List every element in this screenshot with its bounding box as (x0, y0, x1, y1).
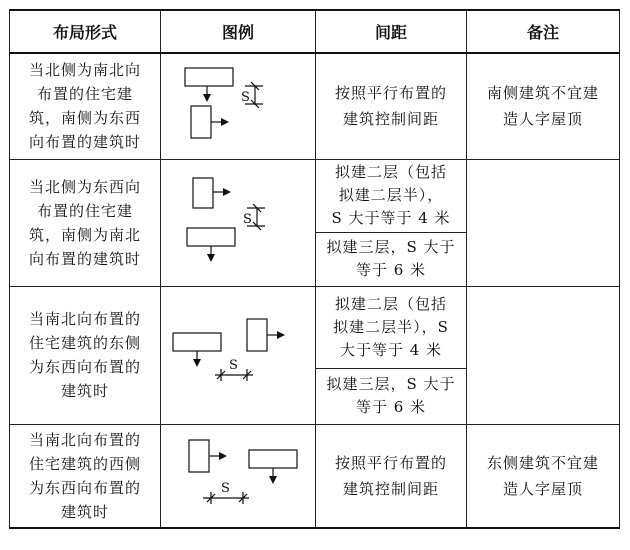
layout-line: 为东西向布置的 (28, 358, 141, 376)
arrowhead-icon (207, 254, 215, 262)
spacing-s-label: S (229, 358, 238, 373)
arrowhead-icon (223, 188, 231, 196)
layout-line: 向布置的建筑时 (28, 133, 141, 152)
spacing-line: 等于 6 米 (355, 398, 427, 416)
spacing-line: 建筑控制间距 (342, 110, 439, 129)
note-line: 南侧建筑不宜建 (486, 84, 599, 103)
note-line: 东侧建筑不宜建 (486, 453, 599, 472)
arrowhead-icon (221, 118, 229, 126)
spacing-line: 大于等于 4 米 (339, 340, 443, 359)
spacing-cell (316, 159, 467, 232)
note-cell (467, 53, 620, 159)
note-cell (467, 159, 620, 286)
layout-cell (10, 286, 161, 424)
spacing-s-label: S (243, 211, 252, 227)
spacing-s-label: S (241, 90, 250, 106)
spacing-line: 建筑控制间距 (342, 479, 439, 498)
layout-line: 筑，南侧为东西 (28, 109, 141, 128)
layout-line: 布置的住宅建 (36, 201, 133, 220)
table-row (10, 159, 620, 232)
layout-cell (10, 53, 161, 159)
ns-building-icon (191, 106, 211, 138)
note-line: 造人字屋顶 (502, 110, 583, 129)
layout-line: 为东西向布置的 (28, 478, 141, 497)
spacing-line: 拟建二层（包括 (334, 163, 447, 181)
diagram-cell (161, 53, 316, 159)
table-row (10, 286, 620, 368)
diagram-cell (161, 424, 316, 528)
spacing-cell (316, 424, 467, 528)
arrowhead-icon (277, 331, 285, 339)
layout-line: 住宅建筑的西侧 (28, 454, 141, 473)
spacing-cell (316, 368, 467, 424)
ew-building-icon (173, 333, 221, 351)
spacing-line: 拟建二层半）， (338, 186, 444, 204)
diagram-cell (161, 286, 316, 424)
table-row (10, 424, 620, 528)
header-note: 备注 (467, 10, 620, 53)
spacing-cell (316, 53, 467, 159)
layout-line: 向布置的建筑时 (28, 249, 141, 268)
layout-spacing-table-container (9, 9, 620, 529)
layout-line: 建筑时 (60, 382, 109, 400)
layout-line: 布置的住宅建 (36, 85, 133, 104)
spacing-cell (316, 232, 467, 286)
layout-line: 当北侧为东西向 (28, 177, 141, 196)
ns-building-icon (193, 178, 213, 208)
ew-building-icon (249, 450, 297, 468)
layout-diagram-2 (163, 168, 313, 278)
header-row (10, 10, 620, 53)
layout-cell (10, 159, 161, 286)
spacing-line: 等于 6 米 (355, 261, 427, 279)
layout-line: 当北侧为南北向 (28, 61, 141, 80)
spacing-line: 拟建二层（包括 (334, 294, 447, 313)
diagram-cell (161, 159, 316, 286)
spacing-line: 按照平行布置的 (334, 84, 447, 103)
table-row (10, 53, 620, 159)
arrowhead-icon (203, 94, 211, 102)
layout-line: 当南北向布置的 (28, 430, 141, 449)
spacing-line: 拟建三层，S 大于 (326, 238, 456, 256)
header-layout: 布局形式 (10, 10, 161, 53)
header-diagram: 图例 (161, 10, 316, 53)
layout-line: 住宅建筑的东侧 (28, 334, 141, 352)
layout-diagram-4 (163, 426, 313, 526)
layout-line: 当南北向布置的 (28, 310, 141, 328)
layout-diagram-3 (163, 305, 313, 405)
layout-line: 筑，南侧为南北 (28, 225, 141, 244)
ns-building-icon (189, 440, 209, 472)
spacing-s-label: S (221, 480, 230, 496)
spacing-line: S 大于等于 4 米 (331, 209, 451, 227)
layout-cell (10, 424, 161, 528)
arrowhead-icon (193, 359, 201, 367)
spacing-line: 按照平行布置的 (334, 453, 447, 472)
note-cell (467, 286, 620, 424)
spacing-line: 拟建二层半），S (333, 317, 449, 336)
note-cell (467, 424, 620, 528)
note-line: 造人字屋顶 (502, 479, 583, 498)
spacing-line: 拟建三层，S 大于 (326, 375, 456, 393)
ew-building-icon (185, 68, 233, 86)
arrowhead-icon (269, 476, 277, 484)
layout-diagram-1 (163, 56, 313, 156)
layout-spacing-table (9, 9, 620, 529)
layout-line: 建筑时 (60, 502, 109, 521)
spacing-cell (316, 286, 467, 368)
ew-building-icon (187, 228, 235, 246)
arrowhead-icon (219, 452, 227, 460)
ns-building-icon (247, 319, 267, 351)
header-spacing: 间距 (316, 10, 467, 53)
